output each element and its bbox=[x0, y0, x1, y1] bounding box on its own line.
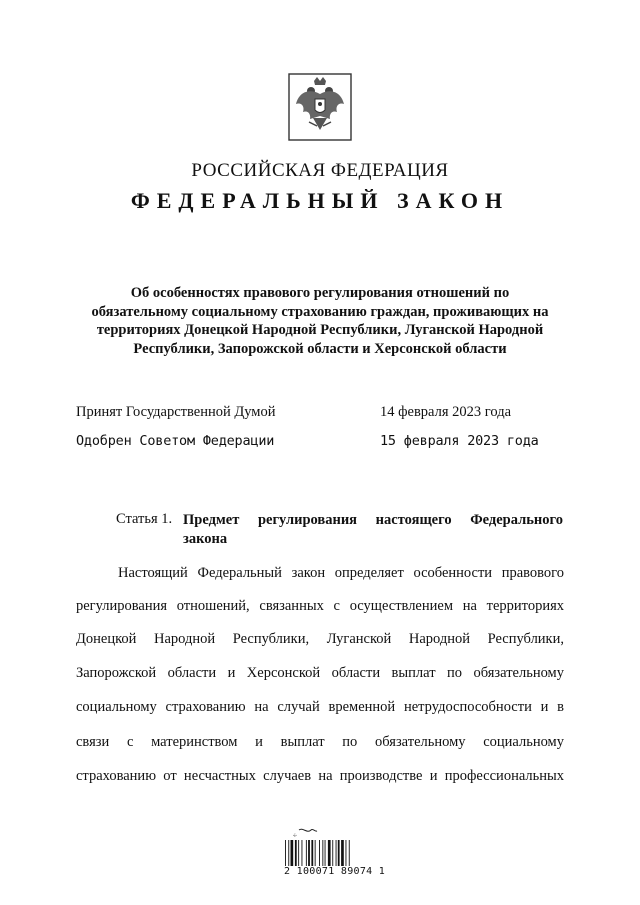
country-name: РОССИЙСКАЯ ФЕДЕРАЦИЯ bbox=[191, 160, 449, 181]
paragraph-line: связи с материнством и выплат по обязательному социальному bbox=[76, 734, 564, 750]
law-title-line: обязательному социальному страхованию граждан, проживающих на bbox=[91, 303, 549, 320]
coat-of-arms-icon bbox=[287, 72, 353, 142]
paragraph-line: Донецкой Народной Республики, Луганской Народной Республики, bbox=[76, 631, 564, 647]
law-title-line: территориях Донецкой Народной Республики, Луганской Народной bbox=[96, 322, 544, 338]
paragraph-line: регулирования отношений, связанных с осуществлением на территориях bbox=[76, 598, 564, 614]
svg-text:☩: ☩ bbox=[293, 832, 297, 839]
paragraph-line: Настоящий Федеральный закон определяет особенности правового bbox=[118, 565, 564, 581]
law-title bbox=[70, 284, 570, 358]
law-title-line: Республики, Запорожской области и Херсонской области bbox=[133, 340, 507, 357]
barcode-number: 2 100071 89074 1 bbox=[284, 866, 386, 877]
barcode bbox=[283, 826, 373, 886]
adoption-council-date: 15 февраля 2023 года bbox=[380, 433, 539, 449]
adoption-duma-date: 14 февраля 2023 года bbox=[380, 404, 512, 420]
article-title: Предмет регулирования настоящего Федерального закона bbox=[183, 512, 563, 547]
adoption-council-label: Одобрен Советом Федерации bbox=[76, 433, 275, 449]
paragraph-line: страхованию от несчастных случаев на производстве и профессиональных bbox=[76, 768, 564, 784]
article-label: Статья 1. bbox=[116, 511, 173, 527]
paragraph-line: Запорожской области и Херсонской области выплат по обязательному bbox=[76, 665, 564, 681]
law-title-line: Об особенностях правового регулирования отношений по bbox=[130, 285, 510, 301]
adoption-duma-label: Принят Государственной Думой bbox=[76, 404, 276, 420]
document-type: ФЕДЕРАЛЬНЫЙ ЗАКОН bbox=[130, 188, 510, 213]
paragraph-line: социальному страхованию на случай временной нетрудоспособности и в bbox=[76, 699, 564, 715]
